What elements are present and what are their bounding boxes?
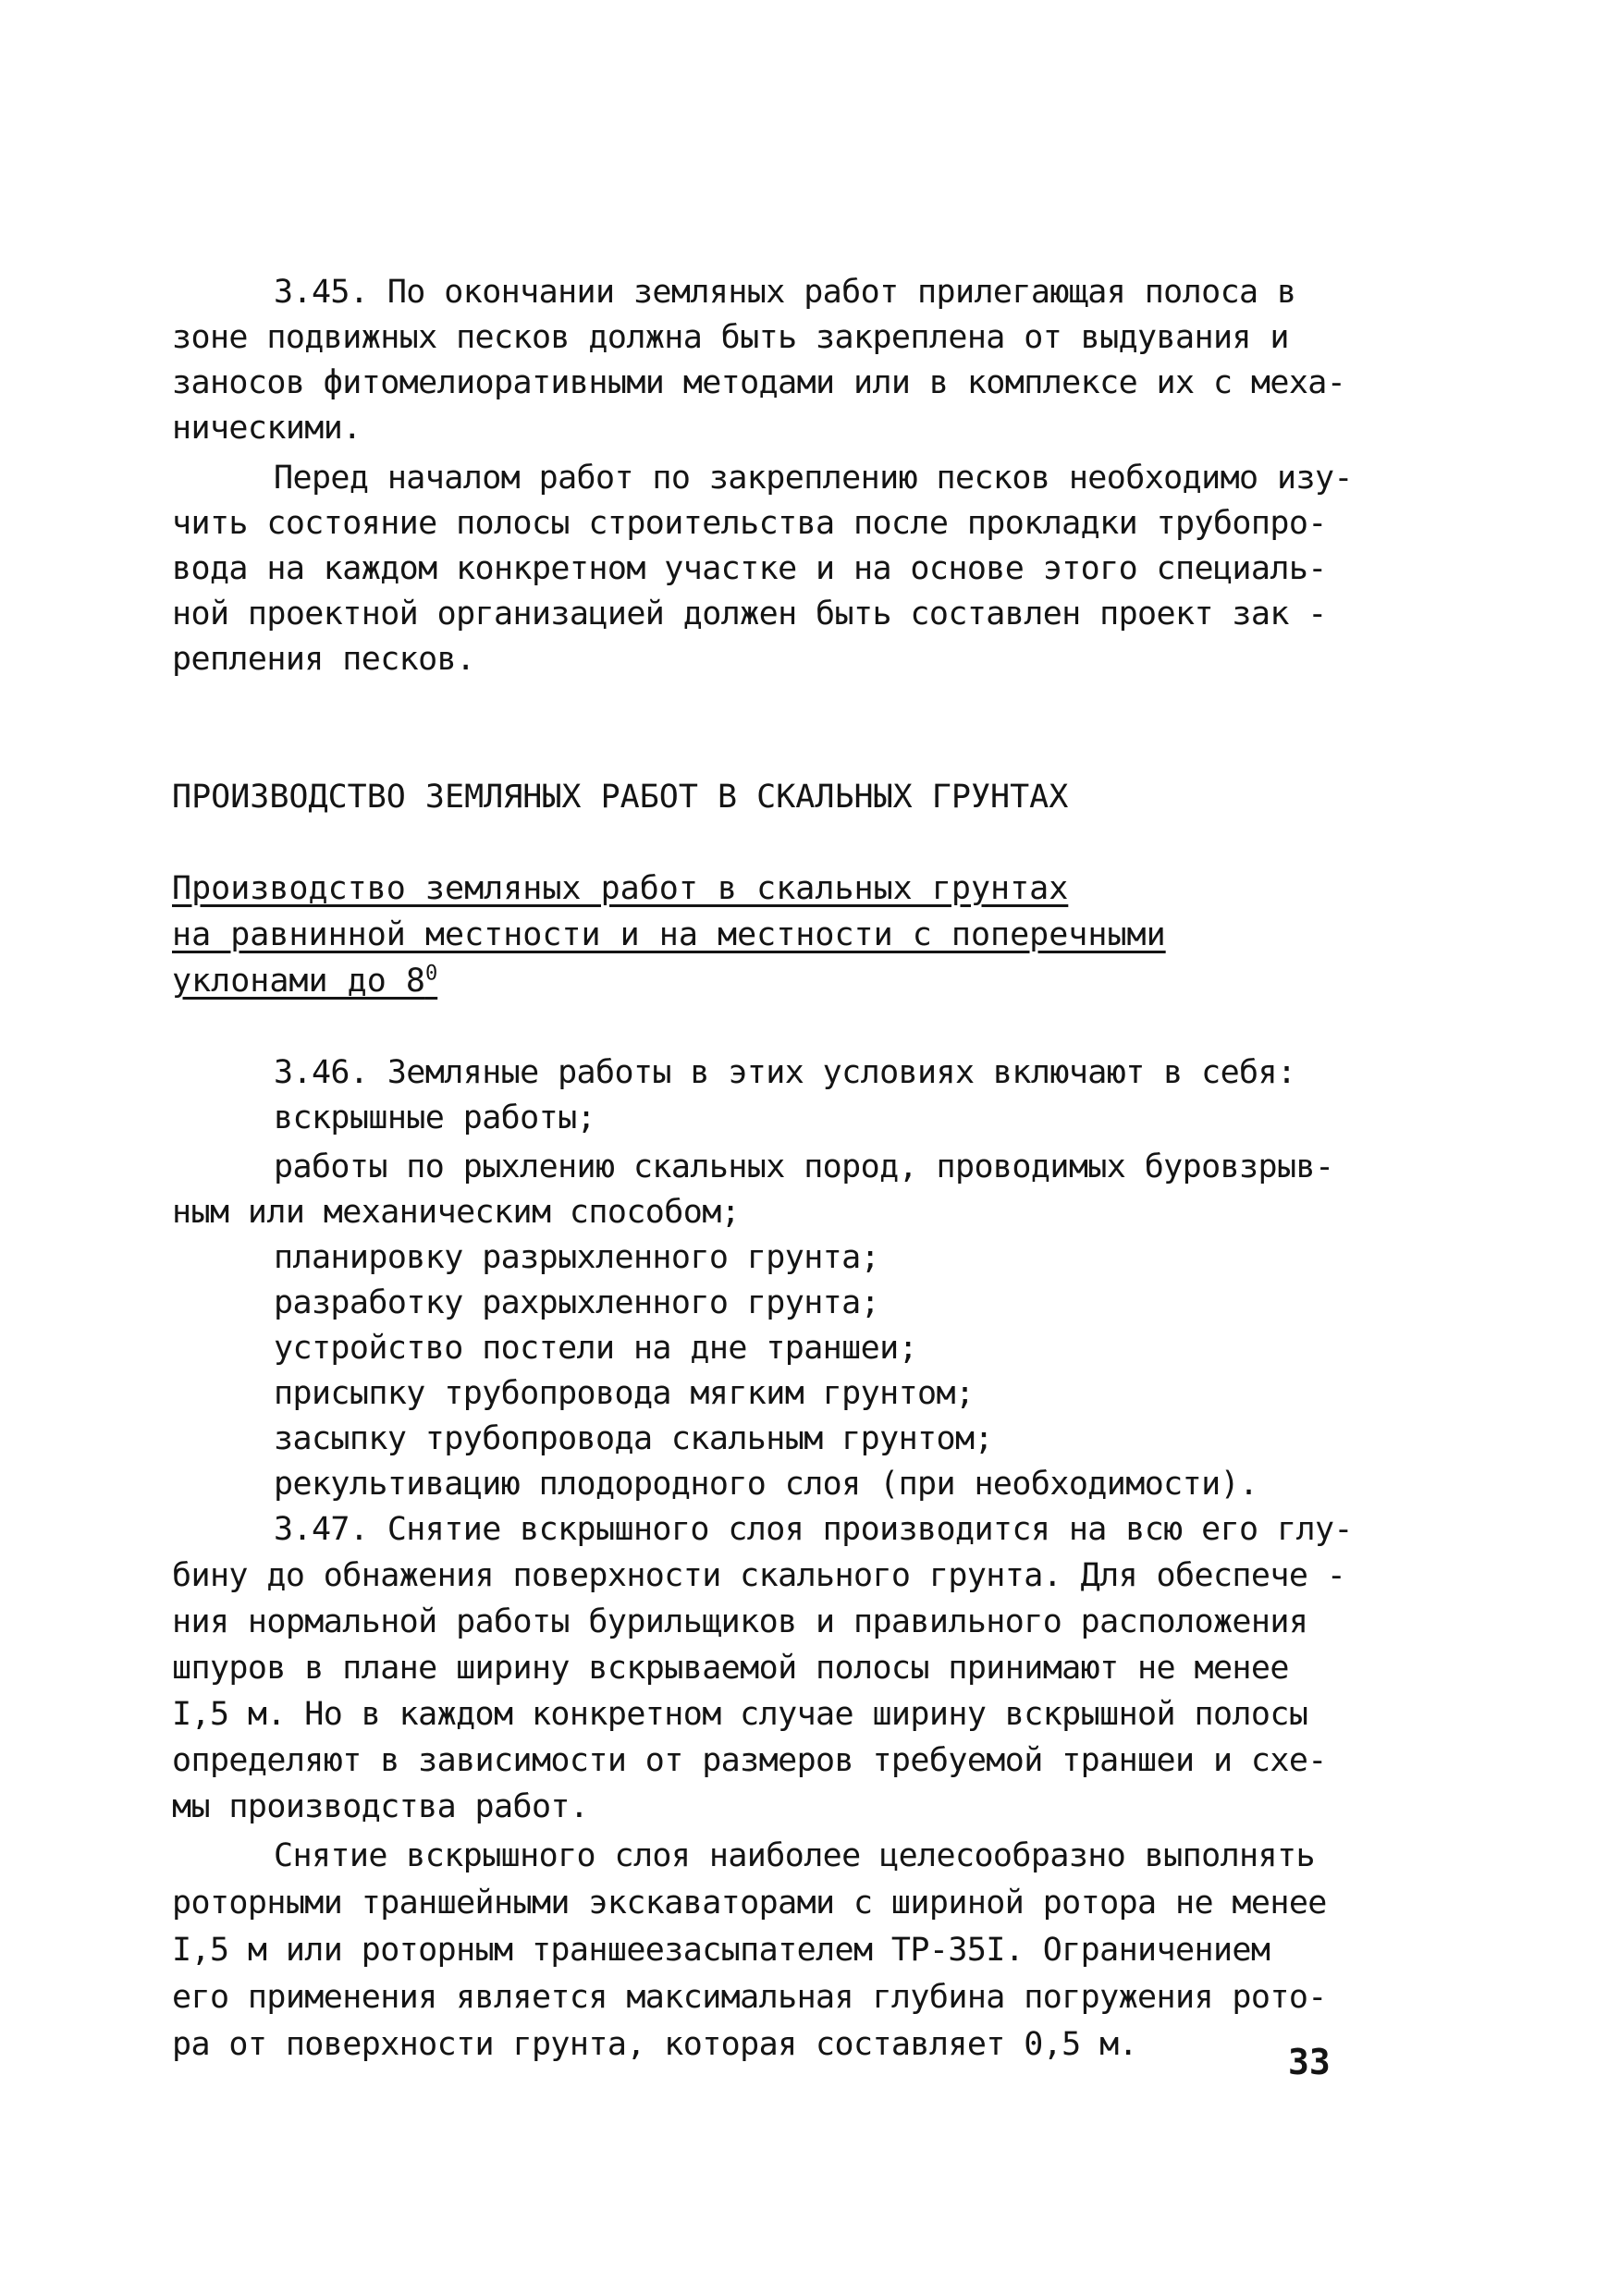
- text-line: ническими.: [172, 410, 362, 447]
- list-item: планировку разрыхленного грунта;: [274, 1239, 880, 1276]
- list-item: рекультивацию плодородного слоя (при необходимости).: [274, 1466, 1258, 1503]
- text-line: заносов фитомелиоративными методами или в комплексе их с меха-: [172, 364, 1346, 401]
- list-item: работы по рыхлению скальных пород, проводимых буровзрыв-: [274, 1148, 1334, 1185]
- text-line: ра от поверхности грунта, которая составляет 0,5 м.: [172, 2026, 1138, 2063]
- text-line: определяют в зависимости от размеров требуемой траншеи и схе-: [172, 1742, 1327, 1779]
- text-line: 3.47. Снятие вскрышного слоя производится на всю его глу-: [274, 1511, 1353, 1548]
- text-line: ным или механическим способом;: [172, 1194, 741, 1231]
- text-line: ния нормальной работы бурильщиков и правильного расположения: [172, 1603, 1308, 1640]
- text-line: чить состояние полосы строительства после прокладки трубопро-: [172, 505, 1327, 542]
- text-line: 3.46. Земляные работы в этих условиях включают в себя:: [274, 1054, 1296, 1091]
- list-item: разработку рахрыхленного грунта;: [274, 1284, 880, 1321]
- text-line: I,5 м или роторным траншеезасыпателем ТР-35I. Ограничением: [172, 1932, 1270, 1969]
- text-line: Перед началом работ по закреплению песков необходимо изу-: [274, 460, 1353, 497]
- subheading-line: на равнинной местности и на местности с поперечными: [172, 916, 1166, 953]
- list-item: присыпку трубопровода мягким грунтом;: [274, 1375, 975, 1412]
- subheading-line: Производство земляных работ в скальных грунтах: [172, 870, 1069, 907]
- list-item: устройство постели на дне траншеи;: [274, 1330, 918, 1367]
- text-line: ной проектной организацией должен быть составлен проект зак -: [172, 595, 1327, 632]
- text-line: вода на каждом конкретном участке и на основе этого специаль-: [172, 550, 1327, 587]
- page-number: 33: [1288, 2042, 1331, 2082]
- subheading-text: уклонами до 8: [172, 963, 425, 1000]
- text-line: I,5 м. Но в каждом конкретном случае ширину вскрышной полосы: [172, 1696, 1308, 1733]
- text-line: зоне подвижных песков должна быть закреплена от выдувания и: [172, 319, 1289, 356]
- text-line: бину до обнажения поверхности скального грунта. Для обеспече -: [172, 1557, 1346, 1594]
- text-line: репления песков.: [172, 641, 475, 678]
- list-item: засыпку трубопровода скальным грунтом;: [274, 1420, 993, 1457]
- text-line: мы производства работ.: [172, 1788, 589, 1825]
- text-line: 3.45. По окончании земляных работ прилегающая полоса в: [274, 274, 1296, 311]
- section-heading: ПРОИЗВОДСТВО ЗЕМЛЯНЫХ РАБОТ В СКАЛЬНЫХ ГРУНТАХ: [172, 779, 1069, 816]
- text-line: роторными траншейными экскаваторами с шириной ротора не менее: [172, 1885, 1327, 1922]
- degree-superscript: 0: [424, 962, 438, 986]
- subheading-line: [172, 959, 437, 1003]
- text-line: Снятие вскрышного слоя наиболее целесообразно выполнять: [274, 1837, 1315, 1874]
- list-item: вскрышные работы;: [274, 1099, 596, 1136]
- text-line: шпуров в плане ширину вскрываемой полосы принимают не менее: [172, 1650, 1289, 1687]
- text-line: его применения является максимальная глубина погружения рото-: [172, 1979, 1327, 2016]
